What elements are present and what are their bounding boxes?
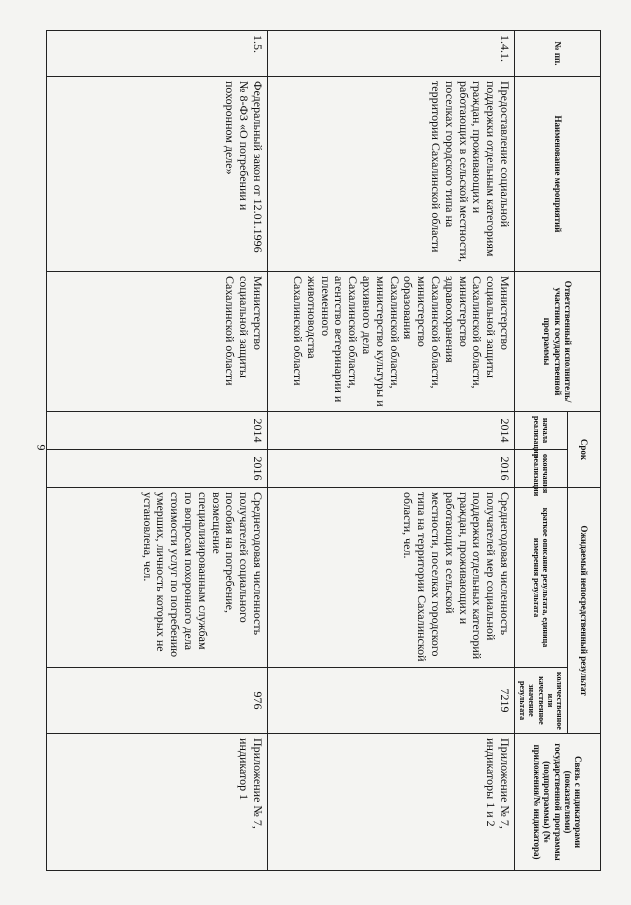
cell-value: 7219 bbox=[268, 668, 515, 734]
cell-num: 1.4.1. bbox=[268, 31, 515, 77]
header-responsible: Ответственный исполнитель/участник государственной программы bbox=[515, 272, 601, 412]
header-expected-desc: краткое описание результата, единица измерения результата bbox=[515, 488, 568, 668]
measures-table bbox=[46, 30, 601, 871]
cell-desc: Среднегодовая численность получателей социального пособия на погребение, возмещение специализированным службам по вопросам похоронного дела стоимости услуг по погребению умерших, личность которых не установлена, чел. bbox=[47, 488, 268, 668]
cell-name: Предоставление социальной поддержки отдельным категориям граждан, проживающих и работающих в сельской местности, поселках городского типа на территории Сахалинской области bbox=[268, 77, 515, 272]
table-row bbox=[47, 31, 268, 871]
header-row bbox=[568, 31, 601, 871]
page-number: 9 bbox=[34, 444, 49, 451]
cell-end: 2016 bbox=[268, 450, 515, 488]
header-link: Связь с индикаторами (показателями) государственной программы (подпрограммы) (№ приложения/№ индикатора) bbox=[515, 734, 601, 871]
header-term: Срок bbox=[568, 412, 601, 488]
header-expected: Ожидаемый непосредственный результат bbox=[568, 488, 601, 734]
cell-link: Приложение № 7, индикатор 1 bbox=[47, 734, 268, 871]
cell-value: 976 bbox=[47, 668, 268, 734]
cell-desc: Среднегодовая численность получателей мер социальной поддержки отдельных категорий граждан, проживающих и работающих в сельской местности, поселках городского типа на территории Сахалинской области, чел. bbox=[268, 488, 515, 668]
header-term-end: окончания реализации bbox=[515, 450, 568, 488]
cell-name: Федеральный закон от 12.01.1996 № 8-ФЗ «О погребении и похоронном деле» bbox=[47, 77, 268, 272]
cell-responsible: Министерство социальной защиты Сахалинской области, министерство здравоохранения Сахалинской области, министерство образования Сахалинской области, министерство культуры и архивного дела Сахалинской области, агентство ветеринарии и племенного животноводства Сахалинской области bbox=[268, 272, 515, 412]
cell-link: Приложение № 7, индикаторы 1 и 2 bbox=[268, 734, 515, 871]
header-expected-value: количественное или качественное значение результата bbox=[515, 668, 568, 734]
cell-start: 2014 bbox=[268, 412, 515, 450]
header-name: Наименование мероприятий bbox=[515, 77, 601, 272]
cell-end: 2016 bbox=[47, 450, 268, 488]
cell-responsible: Министерство социальной защиты Сахалинской области bbox=[47, 272, 268, 412]
cell-num: 1.5. bbox=[47, 31, 268, 77]
rotated-page bbox=[60, 0, 630, 900]
table-row bbox=[268, 31, 515, 871]
cell-start: 2014 bbox=[47, 412, 268, 450]
header-num: № пп. bbox=[515, 31, 601, 77]
header-term-start: начала реализации bbox=[515, 412, 568, 450]
